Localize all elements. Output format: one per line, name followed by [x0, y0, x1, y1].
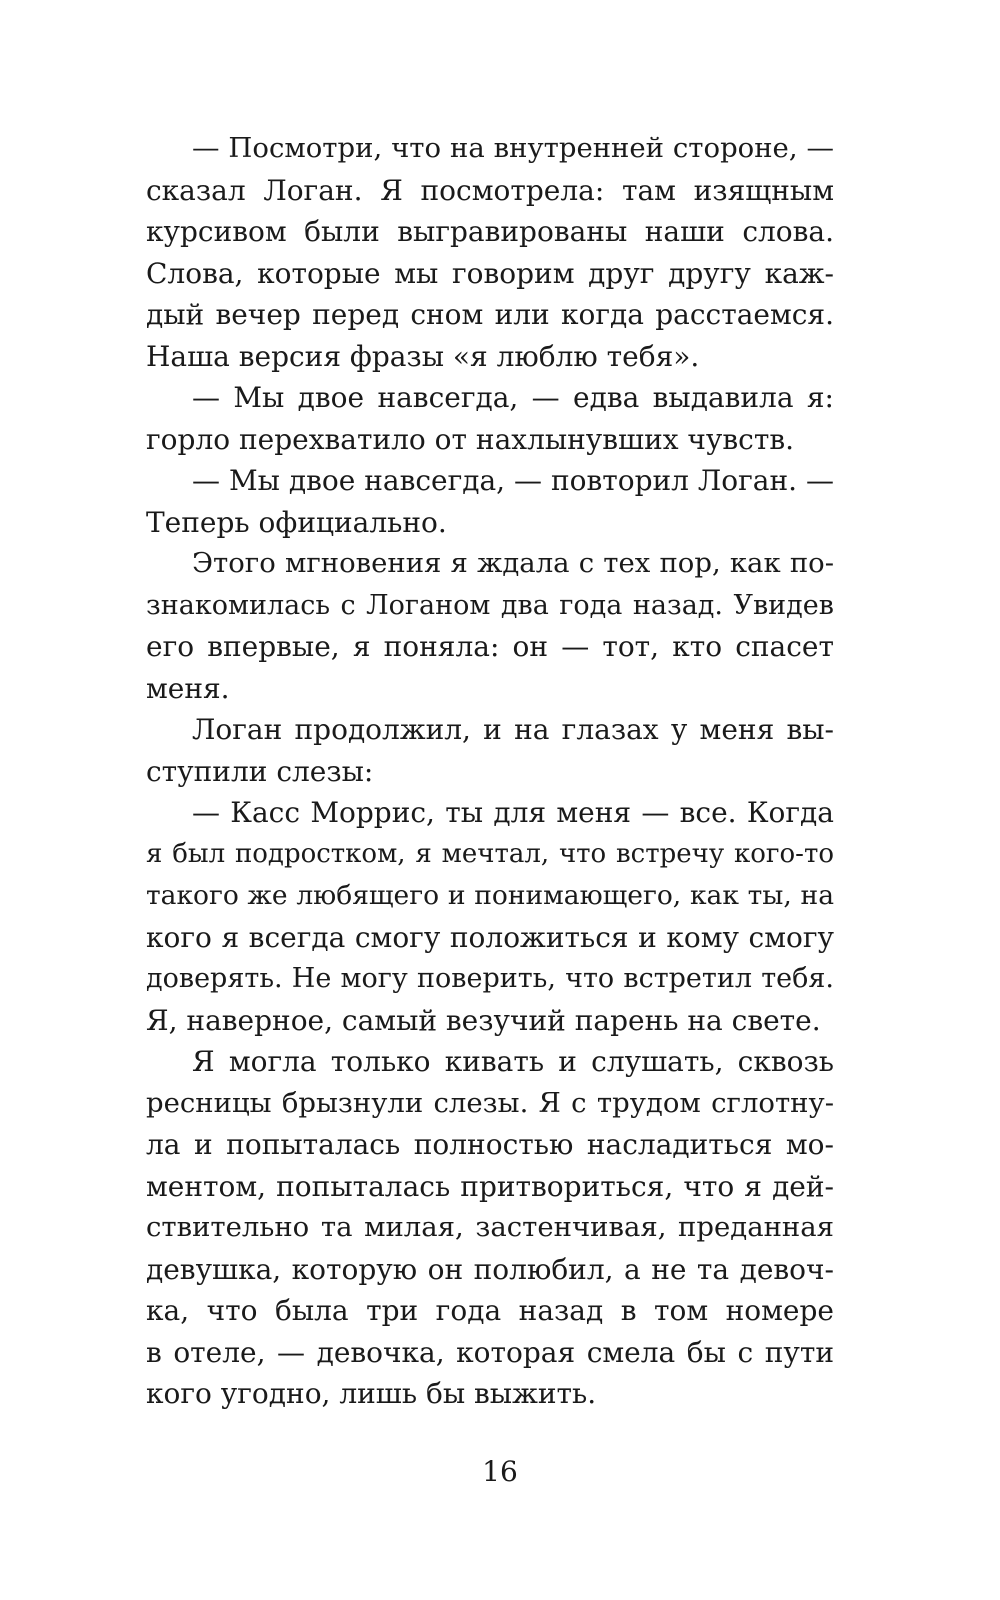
text-line: кого угодно, лишь бы выжить. [146, 1377, 597, 1410]
text-line: Я могла только кивать и слушать, сквозь [192, 1045, 834, 1078]
text-line: Этого мгновения я ждала с тех пор, как по- [192, 547, 834, 579]
page-number: 16 [482, 1455, 518, 1488]
text-line: знакомилась с Логаном два года назад. Увидев [146, 589, 834, 621]
text-line: такого же любящего и понимающего, как ты, на [146, 880, 834, 911]
text-line: ступили слезы: [146, 754, 374, 788]
text-line: Логан продолжил, и на глазах у меня вы- [192, 713, 834, 746]
text-line: — Посмотри, что на внутренней стороне, — [192, 132, 834, 164]
text-line: меня. [146, 671, 230, 705]
text-line: Слова, которые мы говорим друг другу каж- [146, 256, 834, 290]
text-line: ствительно та милая, застенчивая, преданная [146, 1211, 834, 1243]
text-line: Наша версия фразы «я люблю тебя». [146, 339, 700, 373]
text-line: дый вечер перед сном или когда расстаемся. [146, 298, 834, 331]
body-text [146, 128, 834, 1415]
text-line: — Мы двое навсегда, — повторил Логан. — [192, 464, 834, 497]
text-line: доверять. Не могу поверить, что встретил тебя. [146, 963, 834, 994]
text-line: — Мы двое навсегда, — едва выдавила я: [192, 381, 834, 414]
text-line: в отеле, — девочка, которая смела бы с пути [146, 1335, 834, 1369]
text-line: — Касс Моррис, ты для меня — все. Когда [192, 796, 834, 829]
text-line: его впервые, я поняла: он — тот, кто спасет [146, 630, 834, 663]
text-line: горло перехватило от нахлынувших чувств. [146, 422, 795, 456]
text-line: я был подростком, я мечтал, что встречу кого-то [146, 838, 834, 869]
text-line: ла и попыталась полностью насладиться мо- [146, 1128, 834, 1161]
text-line: курсивом были выгравированы наши слова. [146, 215, 834, 248]
text-line: ка, что была три года назад в том номере [146, 1294, 834, 1327]
text-line: кого я всегда смогу положиться и кому смогу [146, 920, 834, 954]
text-line: Теперь официально. [146, 505, 447, 539]
text-line: девушка, которую он полюбил, а не та девоч- [146, 1252, 834, 1286]
text-line: Я, наверное, самый везучий парень на свете. [146, 1003, 821, 1037]
text-line: ментом, попыталась притвориться, что я дей- [146, 1169, 834, 1203]
text-line: ресницы брызнули слезы. Я с трудом сглотну- [146, 1086, 834, 1119]
text-line: сказал Логан. Я посмотрела: там изящным [146, 173, 834, 207]
